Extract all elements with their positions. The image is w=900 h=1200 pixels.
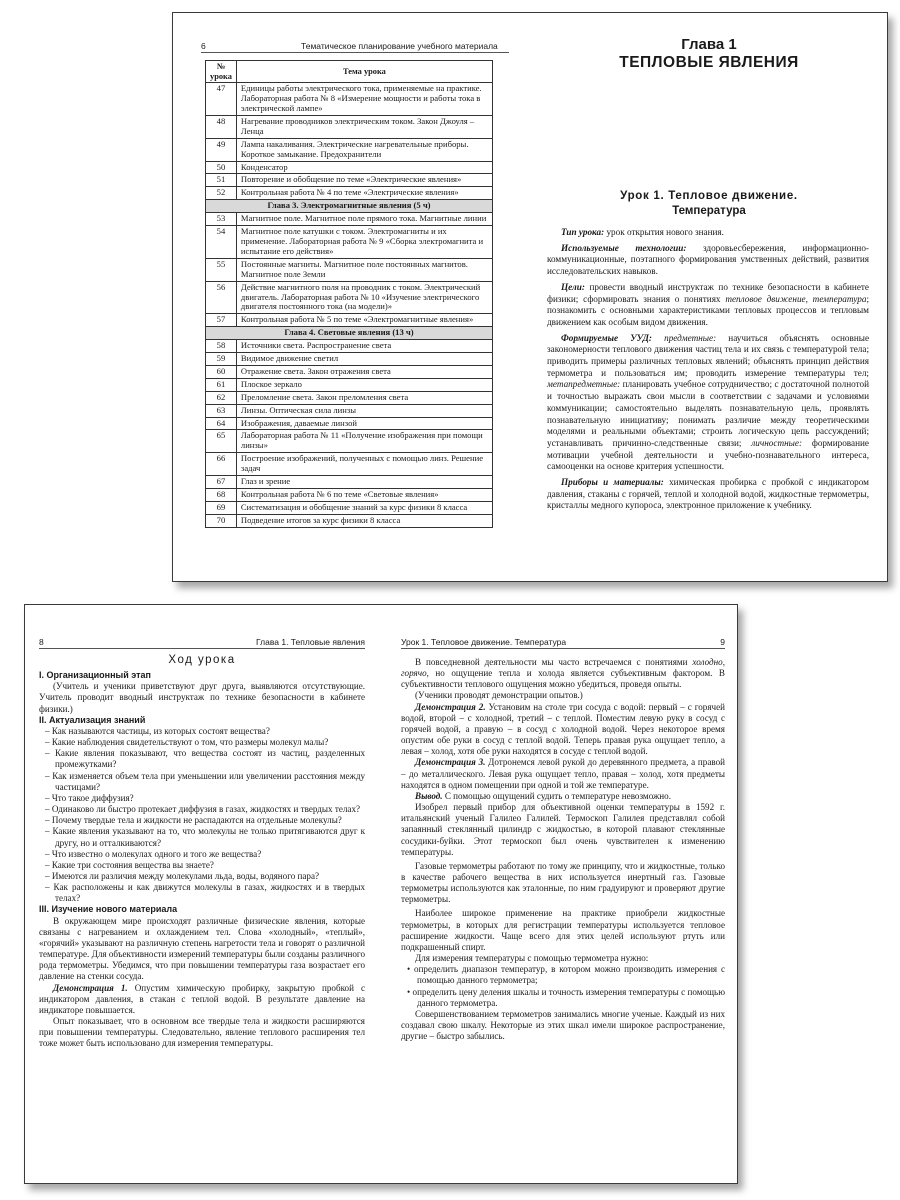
col-header-topic: Тема урока: [236, 61, 492, 83]
page-8: [25, 605, 377, 1183]
chapter-row: [206, 327, 493, 340]
lesson-plan-table: [205, 60, 493, 528]
technologies: Используемые технологии: здоровьесбережения, информационно-коммуникационные, поэтапного формирования умственных действий, развития исследовательских навыков.: [547, 242, 869, 277]
page-number: 6: [201, 41, 206, 51]
lesson-number: 70: [206, 514, 237, 527]
paragraph: Опыт показывает, что в основном все твердые тела и жидкости расширяются при повышении температуры. Следовательно, явление теплового расширения тел тоже может быть использовано для измерения температуры.: [39, 1016, 365, 1049]
table-row: [206, 161, 493, 174]
table-row: [206, 138, 493, 161]
lesson-number: 60: [206, 365, 237, 378]
bullet-item: • определить диапазон температур, в котором можно производить измерения с помощью данного термометра;: [407, 964, 725, 986]
lesson-number: 49: [206, 138, 237, 161]
demonstration-2: Демонстрация 2. Установим на столе три сосуда с водой: первый – с горячей водой, второй – с холодной, третий – с теплой. Поместим левую руку в сосуд с горячей водой, а правую – в сосуд с холодной водой. Через некоторое время опустим обе руки в сосуд с теплой водой. Теперь правая рука ощущает тепло, а левая – холод, хотя обе руки находятся в сосуде с теплой водой.: [401, 701, 725, 757]
equipment: Приборы и материалы: химическая пробирка с пробкой с индикатором давления, стаканы с горячей, теплой и холодной водой, жидкостные термометры, кристаллы медного купороса, электронное приложение к учебнику.: [547, 477, 869, 511]
table-row: [206, 430, 493, 453]
section-heading: Ход урока: [168, 654, 236, 666]
lesson-number: 50: [206, 161, 237, 174]
chapter-row-label: Глава 4. Световые явления (13 ч): [206, 327, 493, 340]
question-item: – Как называются частицы, из которых состоят вещества?: [45, 725, 270, 736]
paragraph: Газовые термометры работают по тому же принципу, что и жидкостные, только в качестве рабочего вещества в них используется инертный газ. Газовые термометры используются как эталонные, по ним градуируют и проверяют другие термометры.: [401, 860, 725, 905]
lesson-title-line2: Температура: [672, 205, 746, 217]
table-row: [206, 501, 493, 514]
page-8-body: [39, 655, 365, 1049]
lesson-number: 65: [206, 430, 237, 453]
lesson-number: 56: [206, 281, 237, 314]
page-9-body: [401, 657, 725, 1042]
book-spread-bottom: [24, 604, 738, 1184]
col-header-number: № урока: [206, 61, 237, 83]
chapter-label: Глава 1: [681, 36, 737, 53]
question-item: – Почему твердые тела и жидкости не распадаются на отдельные молекулы?: [45, 815, 342, 826]
running-head: [201, 41, 509, 53]
lesson-topic: Подведение итогов за курс физики 8 класса: [236, 514, 492, 527]
book-spread-top: [172, 12, 888, 582]
page-number: 8: [39, 637, 44, 647]
paragraph: Наиболее широкое применение на практике приобрели жидкостные термометры, в которых для регистрации температуры используется тепловое расширение жидкости. Чаще всего для этих целей используют ртуть или подкрашенный спирт.: [401, 908, 725, 952]
lesson-topic: Систематизация и обобщение знаний за курс физики 8 класса: [236, 501, 492, 514]
lesson-number: 55: [206, 258, 237, 281]
table-row: [206, 174, 493, 187]
lesson-topic: Видимое движение светил: [236, 353, 492, 366]
question-list: [39, 726, 365, 905]
table-row: [206, 340, 493, 353]
lesson-number: 64: [206, 417, 237, 430]
paragraph: Совершенствованием термометров занимались многие ученые. Каждый из них создавал свою шкалу. Некоторые из этих шкал имели широкое распространение, другие – быстро забылись.: [401, 1008, 725, 1042]
lesson-number: 51: [206, 174, 237, 187]
running-head-title: Урок 1. Тепловое движение. Температура: [401, 637, 567, 647]
question-item: – Какие явления указывают на то, что молекулы не только притягиваются друг к другу, но и отталкиваются?: [45, 826, 365, 848]
lesson-number: 69: [206, 501, 237, 514]
bullet-item: • определить цену деления шкалы и точность измерения температуры с помощью данного термометра.: [407, 986, 725, 1008]
table-row: [206, 404, 493, 417]
lesson-topic: Магнитное поле катушки с током. Электромагниты и их применение. Лабораторная работа № 9 «Сборка электромагнита и испытание его действия»: [236, 226, 492, 259]
lesson-topic: Постоянные магниты. Магнитное поле постоянных магнитов. Магнитное поле Земли: [236, 258, 492, 281]
table-row: [206, 514, 493, 527]
question-item: – Как расположены и как движутся молекулы в газах, жидкостях и в твердых телах?: [45, 882, 365, 904]
question-item: – Имеются ли различия между молекулами льда, воды, водяного пара?: [45, 870, 320, 881]
lesson-topic: Конденсатор: [236, 161, 492, 174]
lesson-topic: Лабораторная работа № 11 «Получение изображения при помощи линзы»: [236, 430, 492, 453]
question-item: – Какие явления показывают, что вещества состоят из частиц, разделенных промежутками?: [45, 748, 365, 770]
lesson-topic: Преломление света. Закон преломления света: [236, 391, 492, 404]
question-item: – Что известно о молекулах одного и того же вещества?: [45, 848, 262, 859]
paragraph: В окружающем мире происходят различные физические явления, которые связаны с нагреванием и охлаждением тел. Слова «холодный», «теплый», «горячий» указывают на различную степень нагретости тела и говорят о различной температуре. Для объективности измерений температуры были созданы различного рода термометры. Убедимся, что при повышении температуры газа возрастает его давление на стенки сосуда.: [39, 915, 365, 982]
stage-1-text: (Учитель и ученики приветствуют друг друга, выявляются отсутствующие. Учитель проводит вводный инструктаж по технике безопасности в кабинете физики.): [39, 681, 365, 714]
conclusion: Вывод. С помощью ощущений судить о температуре невозможно.: [415, 790, 671, 801]
lesson-topic: Построение изображений, полученных с помощью линз. Решение задач: [236, 453, 492, 476]
lesson-topic: Единицы работы электрического тока, применяемые на практике. Лабораторная работа № 8 «Измерение мощности и работы тока в электрической лампе»: [236, 83, 492, 116]
lesson-topic: Лампа накаливания. Электрические нагревательные приборы. Короткое замыкание. Предохранители: [236, 138, 492, 161]
table-row: [206, 378, 493, 391]
running-head: [39, 637, 365, 649]
page-9: [389, 605, 739, 1183]
running-head-title: Глава 1. Тепловые явления: [256, 637, 365, 647]
lesson-topic: Источники света. Распространение света: [236, 340, 492, 353]
lesson-topic: Повторение и обобщение по теме «Электрические явления»: [236, 174, 492, 187]
lesson-number: 59: [206, 353, 237, 366]
question-item: – Какие три состояния вещества вы знаете?: [45, 859, 214, 870]
learning-outcomes: Формируемые УУД: предметные: научиться объяснять основные закономерности теплового движения частиц тела и их связь с температурой тела; приводить примеры различных тепловых явлений; объяснять принцип действия термометра и пользоваться им; проводить измерение температуры тел; метапредметные: планировать учебное сотрудничество; с достаточной полнотой и точностью выражать свои мысли в соответствии с задачами и условиями коммуникации; самостоятельно выделять познавательную цель, проявлять познавательную инициативу; понимать различие между теоретическими моделями и реальными объектами; строить логическую цепь рассуждений; устанавливать причинно-следственные связи; личностные: формирование мотивации учебной деятельности и учебно-познавательного интереса, самооценки на основе критерия успешности.: [547, 332, 870, 472]
paragraph: Для измерения температуры с помощью термометра нужно:: [415, 953, 649, 964]
lesson-type: Тип урока: урок открытия нового знания.: [561, 227, 724, 237]
chapter-row: [206, 200, 493, 213]
lesson-topic: Плоское зеркало: [236, 378, 492, 391]
page-7: [539, 13, 879, 581]
page-6: [173, 13, 523, 581]
lesson-number: 58: [206, 340, 237, 353]
lesson-number: 57: [206, 314, 237, 327]
table-row: [206, 115, 493, 138]
lesson-number: 47: [206, 83, 237, 116]
table-row: [206, 489, 493, 502]
bullet-list: [401, 964, 725, 1009]
table-row: [206, 258, 493, 281]
lesson-number: 53: [206, 213, 237, 226]
running-head-title: Тематическое планирование учебного материала: [301, 41, 498, 51]
lesson-topic: Действие магнитного поля на проводник с током. Электрический двигатель. Лабораторная работа № 10 «Изучение электрического двигателя постоянного тока (на модели)»: [236, 281, 492, 314]
stage-2-title: II. Актуализация знаний: [39, 714, 146, 725]
lesson-intro: [547, 227, 869, 512]
lesson-number: 48: [206, 115, 237, 138]
demonstration-3: Демонстрация 3. Дотронемся левой рукой до деревянного предмета, а правой – до металлического. Левая рука ощущает тепло, правая – холод, хотя предметы находятся в одном помещении при одной и той же температуре.: [401, 757, 725, 790]
table-row: [206, 391, 493, 404]
lesson-number: 54: [206, 226, 237, 259]
lesson-number: 61: [206, 378, 237, 391]
paragraph: Изобрел первый прибор для объективной оценки температуры в 1592 г. итальянский ученый Галилео Галилей. Термоскоп Галилея представлял собой запаянный стеклянный цилиндр с жидкостью, в которой плавают стеклянные сосудики-буйки. Этот термоскоп был очень чувствителен к изменению температуры.: [401, 802, 725, 857]
lesson-number: 63: [206, 404, 237, 417]
table-row: [206, 314, 493, 327]
lesson-number: 68: [206, 489, 237, 502]
lesson-number: 52: [206, 187, 237, 200]
lesson-title-line1: Урок 1. Тепловое движение.: [620, 190, 798, 202]
lesson-number: 67: [206, 476, 237, 489]
table-row: [206, 476, 493, 489]
table-row: [206, 213, 493, 226]
question-item: – Одинаково ли быстро протекает диффузия в газах, жидкостях и твердых телах?: [45, 804, 361, 815]
lesson-topic: Магнитное поле. Магнитное поле прямого тока. Магнитные линии: [236, 213, 492, 226]
question-item: – Что такое диффузия?: [45, 792, 134, 803]
table-row: [206, 417, 493, 430]
stage-1-title: I. Организационный этап: [39, 670, 151, 681]
lesson-topic: Контрольная работа № 4 по теме «Электрические явления»: [236, 187, 492, 200]
page-number: 9: [720, 637, 725, 647]
goals: Цели: провести вводный инструктаж по технике безопасности в кабинете физики; сформировать знания о понятиях тепловое движение, температура; познакомить с основными характеристиками тепловых процессов и тепловым движением как особым видом движения.: [547, 281, 870, 327]
stage-3-title: III. Изучение нового материала: [39, 904, 178, 915]
lesson-topic: Отражение света. Закон отражения света: [236, 365, 492, 378]
lesson-topic: Изображения, даваемые линзой: [236, 417, 492, 430]
demonstration-1: Демонстрация 1. Опустим химическую пробирку, закрытую пробкой с индикатором давления, в стакан с теплой водой. В результате давление на индикаторе повышается.: [39, 982, 365, 1015]
table-row: [206, 226, 493, 259]
question-item: – Какие наблюдения свидетельствуют о том, что размеры молекул малы?: [45, 737, 329, 748]
lesson-topic: Глаз и зрение: [236, 476, 492, 489]
lesson-topic: Нагревание проводников электрическим током. Закон Джоуля – Ленца: [236, 115, 492, 138]
question-item: – Как изменяется объем тела при уменьшении или увеличении расстояния между частицами?: [45, 770, 365, 792]
lesson-number: 62: [206, 391, 237, 404]
table-row: [206, 83, 493, 116]
lesson-topic: Контрольная работа № 5 по теме «Электромагнитные явления»: [236, 314, 492, 327]
table-row: [206, 353, 493, 366]
running-head: [401, 637, 725, 649]
paragraph: (Ученики проводят демонстрации опытов.): [415, 690, 583, 701]
chapter-title: ТЕПЛОВЫЕ ЯВЛЕНИЯ: [619, 54, 799, 71]
table-row: [206, 281, 493, 314]
lesson-topic: Линзы. Оптическая сила линзы: [236, 404, 492, 417]
table-row: [206, 365, 493, 378]
lesson-number: 66: [206, 453, 237, 476]
lesson-topic: Контрольная работа № 6 по теме «Световые явления»: [236, 489, 492, 502]
table-row: [206, 453, 493, 476]
paragraph: В повседневной деятельности мы часто встречаемся с понятиями холодно, горячо, но ощущение тепла и холода является субъективным фактором. В субъективности теплового ощущения можно убедиться, проведя опыты.: [401, 657, 725, 690]
table-row: [206, 187, 493, 200]
chapter-row-label: Глава 3. Электромагнитные явления (5 ч): [206, 200, 493, 213]
